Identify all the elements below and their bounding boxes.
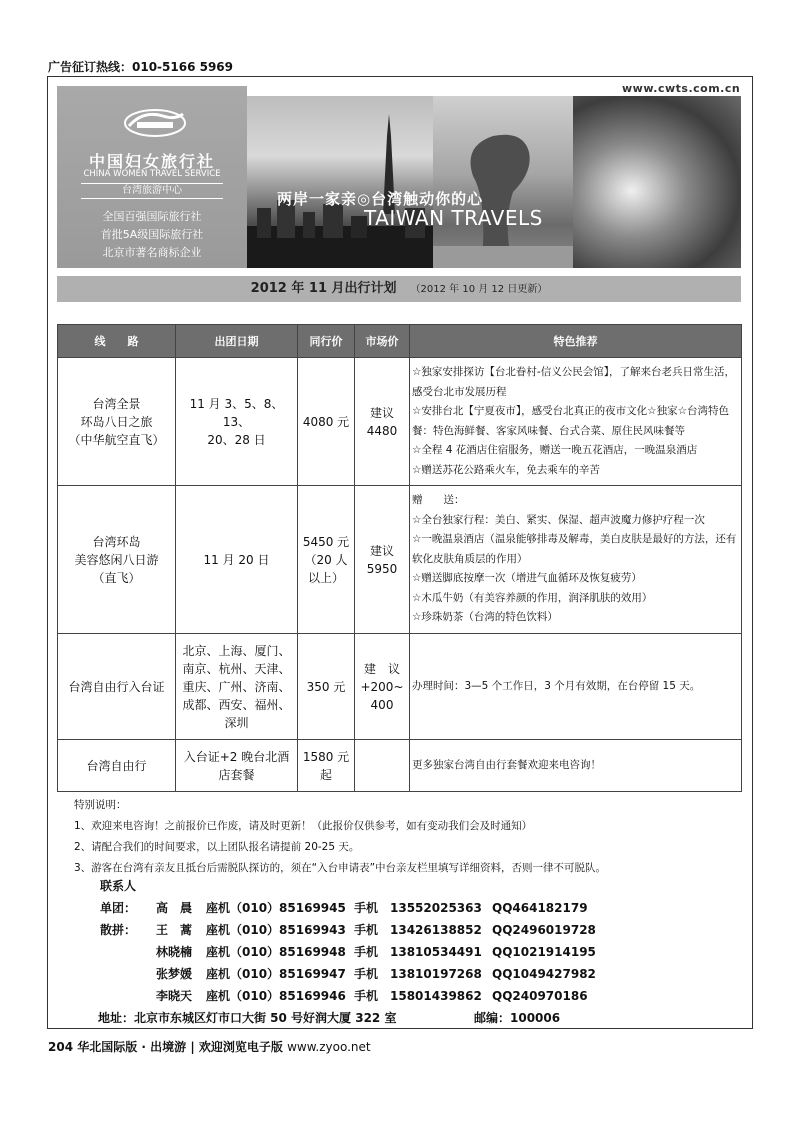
contacts xyxy=(98,877,596,1029)
market-price-line: 400 xyxy=(370,697,394,712)
features-line: ☆安排台北【宁夏夜市】，感受台北真正的夜市文化☆独家☆台湾特色餐：特色海鲜餐、客家风味餐、台式合菜、原住民风味餐等 xyxy=(412,405,729,437)
contact-mobile: 手机 15801439862 xyxy=(354,989,482,1003)
features-line: 赠 送： xyxy=(412,494,465,507)
banner-slogan-en: TAIWAN TRAVELS xyxy=(364,206,543,230)
peer-price-line: 4080 元 xyxy=(302,414,350,429)
peer-price-line: 以上） xyxy=(307,570,344,585)
special-notes xyxy=(74,795,606,879)
address: 地址：北京市东城区灯市口大街 50 号好润大厦 322 室 xyxy=(98,1011,397,1025)
contact-landline: 座机（010）85169947 xyxy=(206,967,346,981)
route-cell xyxy=(58,634,176,740)
dates-cell xyxy=(176,358,298,486)
table-row xyxy=(58,486,742,634)
features-line: ☆一晚温泉酒店（温泉能够排毒及解毒，美白皮肤是最好的方法，还有软化皮肤角质层的作用） xyxy=(412,533,737,565)
peer-price-cell xyxy=(298,740,355,792)
coastal-cliff-photo xyxy=(573,96,741,268)
table-header-row xyxy=(58,325,742,358)
route-cell xyxy=(58,358,176,486)
note-1: 1、欢迎来电咨询！之前报价已作废，请及时更新！（此报价仅供参考，如有变动我们会及时通知） xyxy=(74,820,533,832)
contact-group: 单团： xyxy=(100,901,137,915)
route-line: （直飞） xyxy=(92,570,141,585)
org-name-en: CHINA WOMEN TRAVEL SERVICE xyxy=(83,169,221,179)
route-line: 环岛八日之旅 xyxy=(80,414,153,429)
col-dates: 出团日期 xyxy=(176,325,298,358)
contact-mobile: 手机 13810534491 xyxy=(354,945,482,959)
contacts-title: 联系人 xyxy=(100,879,137,893)
features-line: ☆全程 4 花酒店住宿服务，赠送一晚五花酒店，一晚温泉酒店 xyxy=(412,444,698,456)
contact-landline: 座机（010）85169948 xyxy=(206,945,346,959)
market-price-line: +200~ xyxy=(360,679,404,694)
org-line-1: 全国百强国际旅行社 xyxy=(102,210,202,223)
contact-landline: 座机（010）85169945 xyxy=(206,901,346,915)
market-price-cell xyxy=(355,740,410,792)
taipei-skyline-photo xyxy=(247,96,433,268)
routes-table xyxy=(57,324,742,792)
features-line: ☆赠送苏花公路乘火车，免去乘车的辛苦 xyxy=(412,463,600,476)
contact-mobile: 手机 13810197268 xyxy=(354,967,482,981)
dates-cell xyxy=(176,740,298,792)
col-route: 线 路 xyxy=(58,325,176,358)
features-cell xyxy=(410,634,742,740)
col-market-price: 市场价 xyxy=(355,325,410,358)
dates-line: 11 月 3、5、8、13、 xyxy=(189,396,284,429)
market-price-line: 建 议 xyxy=(363,661,400,676)
plan-title-bar xyxy=(57,276,741,302)
contact-mobile: 手机 13552025363 xyxy=(354,901,482,915)
features-cell xyxy=(410,486,742,634)
features-cell xyxy=(410,740,742,792)
contact-name: 李晓天 xyxy=(156,989,193,1003)
market-price-line: 建议 xyxy=(369,543,394,558)
peer-price-line: 1580 元 xyxy=(302,749,350,764)
route-line: 台湾全景 xyxy=(92,396,141,411)
table-row xyxy=(58,634,742,740)
banner xyxy=(57,86,741,268)
dates-line: 北京、上海、厦门、 xyxy=(182,643,291,658)
route-cell xyxy=(58,740,176,792)
market-price-line: 5950 xyxy=(366,561,398,576)
route-line: 台湾自由行入台证 xyxy=(68,679,165,694)
peer-price-line: 起 xyxy=(319,767,332,782)
org-center: 台湾旅游中心 xyxy=(81,183,223,199)
route-line: 美容悠闲八日游 xyxy=(74,552,159,567)
contact-landline: 座机（010）85169946 xyxy=(206,989,346,1003)
market-price-cell xyxy=(355,634,410,740)
peer-price-line: （20 人 xyxy=(304,552,348,567)
features-line: 办理时间：3—5 个工作日，3 个月有效期，在台停留 15 天。 xyxy=(412,679,701,692)
dates-line: 成都、西安、福州、 xyxy=(182,697,291,712)
contact-name: 高 晨 xyxy=(156,901,193,915)
dates-line: 南京、杭州、天津、 xyxy=(182,661,291,676)
peer-price-cell xyxy=(298,358,355,486)
features-line: ☆赠送脚底按摩一次（增进气血循环及恢复疲劳） xyxy=(412,572,642,585)
postcode: 邮编：100006 xyxy=(474,1011,561,1025)
contact-qq: QQ2496019728 xyxy=(492,923,596,937)
contact-row xyxy=(100,897,588,919)
website-url[interactable]: www.cwts.com.cn xyxy=(622,82,741,95)
logo-panel xyxy=(57,86,247,268)
plan-updated: （2012 年 10 月 12 日更新） xyxy=(410,284,548,295)
note-3: 3、游客在台湾有亲友且抵台后需脱队探访的，须在“入台申请表”中台亲友栏里填写详细资料，否则一律不可脱队。 xyxy=(74,862,607,874)
ad-hotline: 广告征订热线：010-5166 5969 xyxy=(48,60,234,74)
org-line-3: 北京市著名商标企业 xyxy=(102,246,202,259)
market-price-cell xyxy=(355,358,410,486)
contact-name: 林晓楠 xyxy=(156,945,193,959)
peer-price-cell xyxy=(298,486,355,634)
plan-title: 2012 年 11 月出行计划 xyxy=(250,281,397,296)
footer-url[interactable]: www.zyoo.net xyxy=(287,1040,371,1054)
features-line: ☆全台独家行程：美白、紧实、保湿、超声波魔力修护疗程一次 xyxy=(412,513,705,526)
footer-text: 204 华北国际版 · 出境游 | 欢迎浏览电子版 xyxy=(48,1040,283,1054)
col-peer-price: 同行价 xyxy=(298,325,355,358)
dates-line: 11 月 20 日 xyxy=(203,552,270,567)
dates-line: 深圳 xyxy=(224,715,249,730)
table-row xyxy=(58,358,742,486)
route-line: 台湾自由行 xyxy=(86,758,147,773)
note-2: 2、请配合我们的时间要求，以上团队报名请提前 20-25 天。 xyxy=(74,841,360,853)
peer-price-line: 5450 元 xyxy=(302,534,350,549)
market-price-cell xyxy=(355,486,410,634)
notes-title: 特别说明： xyxy=(74,799,127,811)
contact-row xyxy=(100,941,596,963)
org-name-cn: 中国妇女旅行社 xyxy=(88,152,215,171)
features-line: 更多独家台湾自由行套餐欢迎来电咨询！ xyxy=(412,758,601,771)
dates-cell xyxy=(176,634,298,740)
contact-qq: QQ1021914195 xyxy=(492,945,596,959)
dates-cell xyxy=(176,486,298,634)
route-line: （中华航空直飞） xyxy=(68,432,165,447)
contact-name: 张梦媛 xyxy=(156,967,193,981)
contact-row xyxy=(100,985,588,1007)
contact-row xyxy=(100,963,596,985)
col-features: 特色推荐 xyxy=(410,325,742,358)
route-cell xyxy=(58,486,176,634)
market-price-line: 建议 xyxy=(369,405,394,420)
dates-line: 重庆、广州、济南、 xyxy=(182,679,291,694)
peer-price-line: 350 元 xyxy=(306,679,346,694)
queens-head-rock-photo xyxy=(433,96,573,268)
contact-row xyxy=(100,919,596,941)
contact-group: 散拼： xyxy=(100,923,137,937)
banner-slogan: 两岸一家亲◎台湾触动你的心 xyxy=(277,190,484,208)
features-line: ☆珍珠奶茶（台湾的特色饮料） xyxy=(412,611,558,624)
dates-line: 20、28 日 xyxy=(207,432,266,447)
contact-name: 王 蒿 xyxy=(156,923,193,937)
table-row xyxy=(58,740,742,792)
market-price-line: 4480 xyxy=(366,423,398,438)
address-row xyxy=(98,1007,561,1029)
contact-landline: 座机（010）85169943 xyxy=(206,923,346,937)
route-line: 台湾环岛 xyxy=(92,534,141,549)
cwts-logo-icon xyxy=(123,106,187,140)
features-cell xyxy=(410,358,742,486)
peer-price-cell xyxy=(298,634,355,740)
page-footer xyxy=(48,1038,371,1055)
contact-mobile: 手机 13426138852 xyxy=(354,923,482,937)
org-line-2: 首批5A级国际旅行社 xyxy=(100,228,204,241)
contact-qq: QQ240970186 xyxy=(492,989,588,1003)
features-line: ☆木瓜牛奶（有美容养颜的作用，润泽肌肤的效用） xyxy=(412,591,653,604)
contact-qq: QQ464182179 xyxy=(492,901,588,915)
dates-line: 入台证+2 晚台北酒 xyxy=(183,749,290,764)
contact-qq: QQ1049427982 xyxy=(492,967,596,981)
features-line: ☆独家安排探访【台北眷村-信义公民会馆】，了解来台老兵日常生活，感受台北市发展历程 xyxy=(412,366,735,398)
dates-line: 店套餐 xyxy=(218,767,255,782)
